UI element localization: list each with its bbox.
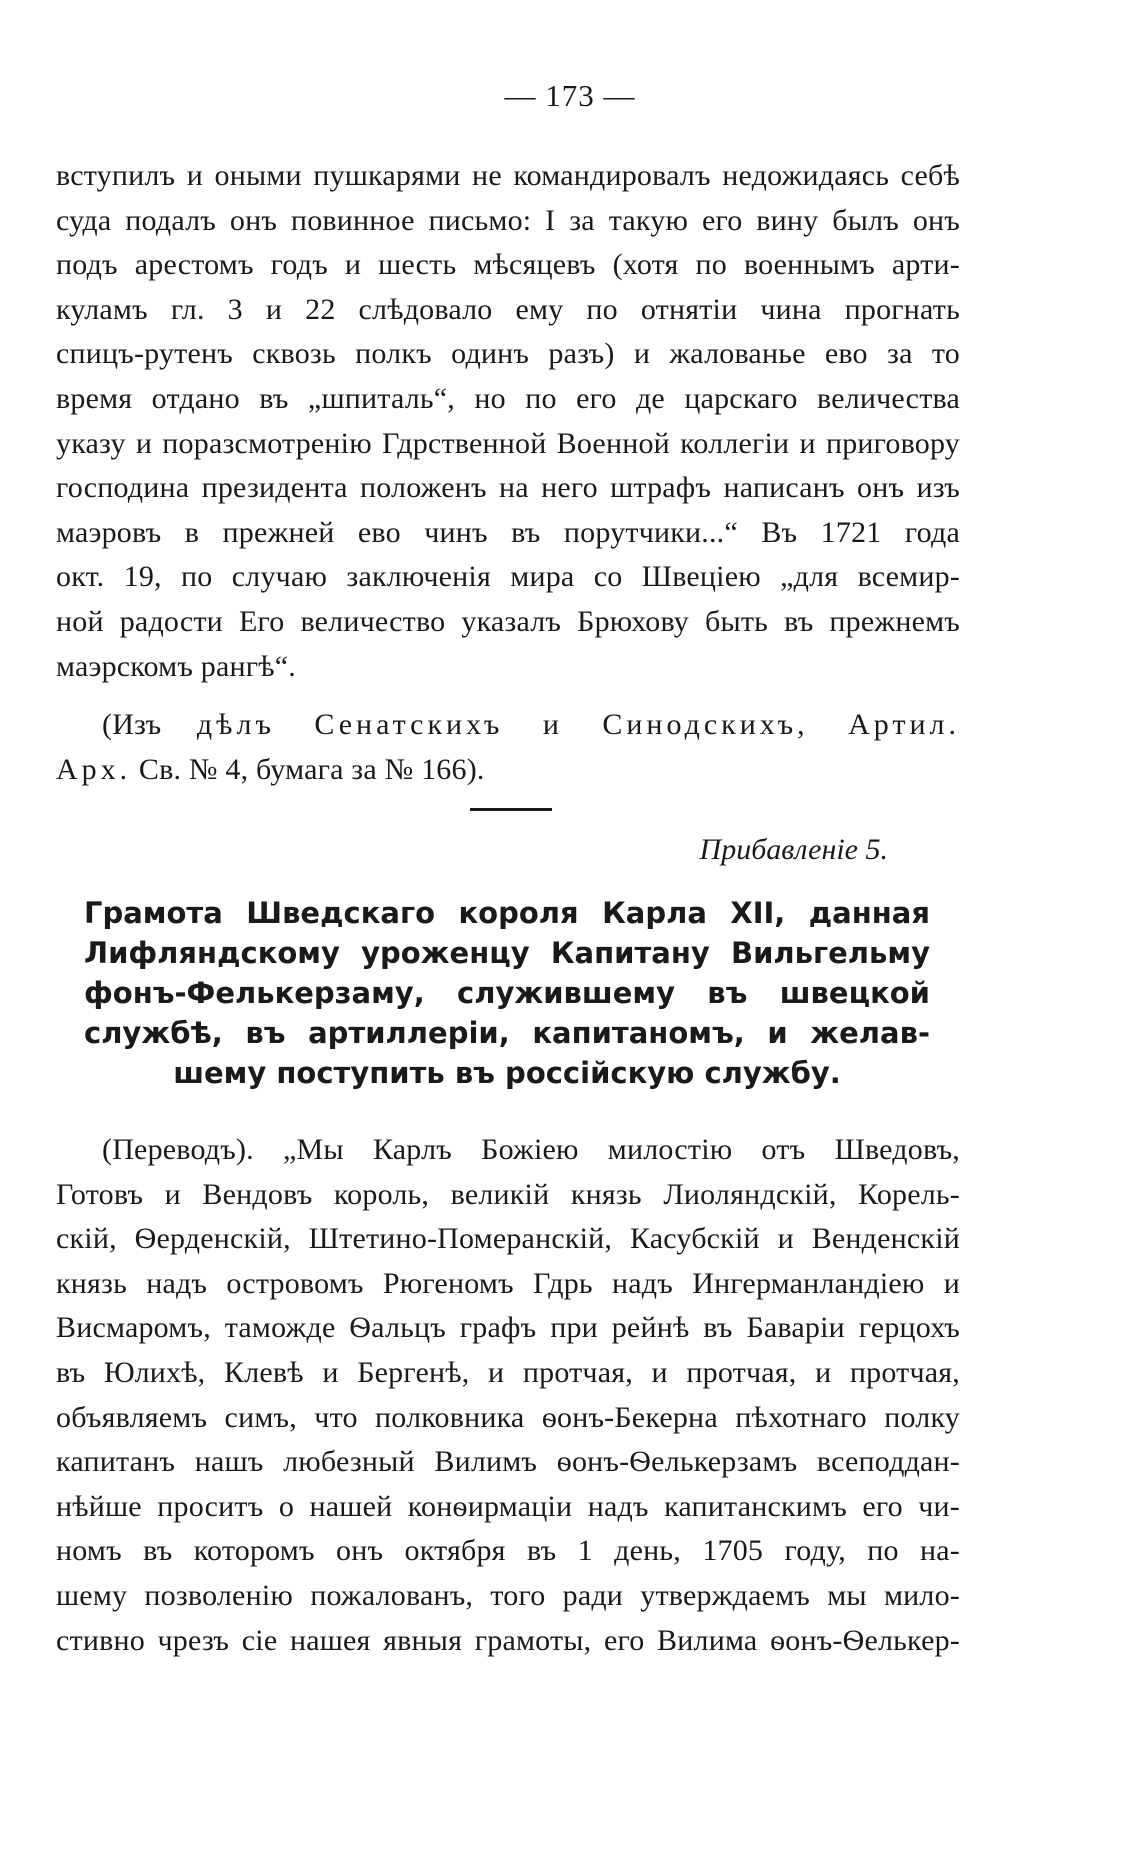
text-line: капитанъ нашъ любезный Вилимъ ѳонъ-Ѳелькерзамъ всеподдан-: [56, 1445, 960, 1479]
text-line: объявляемъ симъ, что полковника ѳонъ-Бекерна пѣхотнаго полку: [56, 1400, 960, 1434]
text-line: спицъ-рутенъ сквозь полкъ одинъ разъ) и жалованье ево за то: [56, 337, 960, 371]
heading-line: Грамота Шведскаго короля Карла XII, данная: [84, 896, 930, 930]
text-line: указу и поразсмотренію Гдрственной Военной коллегіи и приговору: [56, 426, 960, 460]
text-line: стивно чрезъ сіе нашея явныя грамоты, его Вилима ѳонъ-Ѳелькер-: [56, 1623, 960, 1657]
heading-line: службѣ, въ артиллеріи, капитаномъ, и желав-: [84, 1016, 930, 1050]
text-line: Висмаромъ, таможде Ѳальцъ графъ при рейнѣ въ Баваріи герцохъ: [56, 1311, 960, 1345]
citation-spaced: дѣлъ Сенатскихъ и Синодскихъ, Артил.: [196, 708, 960, 741]
citation-line: [56, 703, 960, 748]
text-line: подъ арестомъ годъ и шесть мѣсяцевъ (хотя по военнымъ арти-: [56, 248, 960, 282]
text-line: нѣйше проситъ о нашей конѳирмаціи надъ капитанскимъ его чи-: [56, 1489, 960, 1523]
citation-spaced: Арх.: [56, 752, 132, 786]
addendum-label: Прибавленіе 5.: [699, 833, 888, 866]
source-citation: [56, 703, 960, 792]
text-line: номъ въ которомъ онъ октября въ 1 день, 1705 году, по на-: [56, 1534, 960, 1568]
text-line: ной радости Его величество указалъ Брюхову быть въ прежнемъ: [56, 604, 960, 638]
section-heading: [84, 893, 930, 1093]
paragraph-court-record: [56, 154, 960, 689]
text-line: князь надъ островомъ Рюгеномъ Гдрь надъ Ингерманландіею и: [56, 1266, 960, 1300]
section-divider: [470, 808, 552, 811]
text-line: окт. 19, по случаю заключенія мира со Швеціею „для всемир-: [56, 560, 960, 594]
heading-line: фонъ-Фелькерзаму, служившему въ швецкой: [84, 976, 930, 1010]
text-line: маэрскомъ рангѣ“.: [56, 649, 296, 683]
text-line: суда подалъ онъ повинное письмо: I за такую его вину былъ онъ: [56, 203, 960, 237]
text-line: время отдано въ „шпиталь“, но по его де царскаго величества: [56, 381, 960, 415]
heading-line: Лифляндскому уроженцу Капитану Вильгельму: [84, 936, 930, 970]
text-line: маэровъ в прежней ево чинъ въ порутчики...“ Въ 1721 года: [56, 515, 960, 549]
heading-line: шему поступить въ россійскую службу.: [173, 1056, 841, 1090]
text-line: въ Юлихѣ, Клевѣ и Бергенѣ, и протчая, и протчая, и протчая,: [56, 1355, 960, 1389]
text-line: скій, Ѳерденскій, Штетино-Померанскій, Касубскій и Венденскій: [56, 1222, 960, 1256]
paragraph-charter-translation: [56, 1128, 960, 1663]
citation-rest: Св. № 4, бумага за № 166).: [131, 752, 485, 786]
text-line: Готовъ и Вендовъ король, великій князь Лиоляндскій, Корель-: [56, 1177, 960, 1211]
page-number: — 173 —: [504, 78, 636, 113]
text-line: господина президента положенъ на него штрафъ написанъ онъ изъ: [56, 471, 960, 505]
text-line: вступилъ и оными пушкарями не командировалъ недожидаясь себѣ: [56, 159, 960, 192]
text-line: (Переводъ). „Мы Карлъ Божіею милостію отъ Шведовъ,: [102, 1133, 960, 1166]
text-line: шему позволенію пожалованъ, того ради утверждаемъ мы мило-: [56, 1578, 960, 1612]
citation-prefix: (Изъ: [102, 708, 197, 741]
citation-line: [56, 748, 960, 793]
text-line: куламъ гл. 3 и 22 слѣдовало ему по отнятіи чина прогнать: [56, 292, 960, 326]
